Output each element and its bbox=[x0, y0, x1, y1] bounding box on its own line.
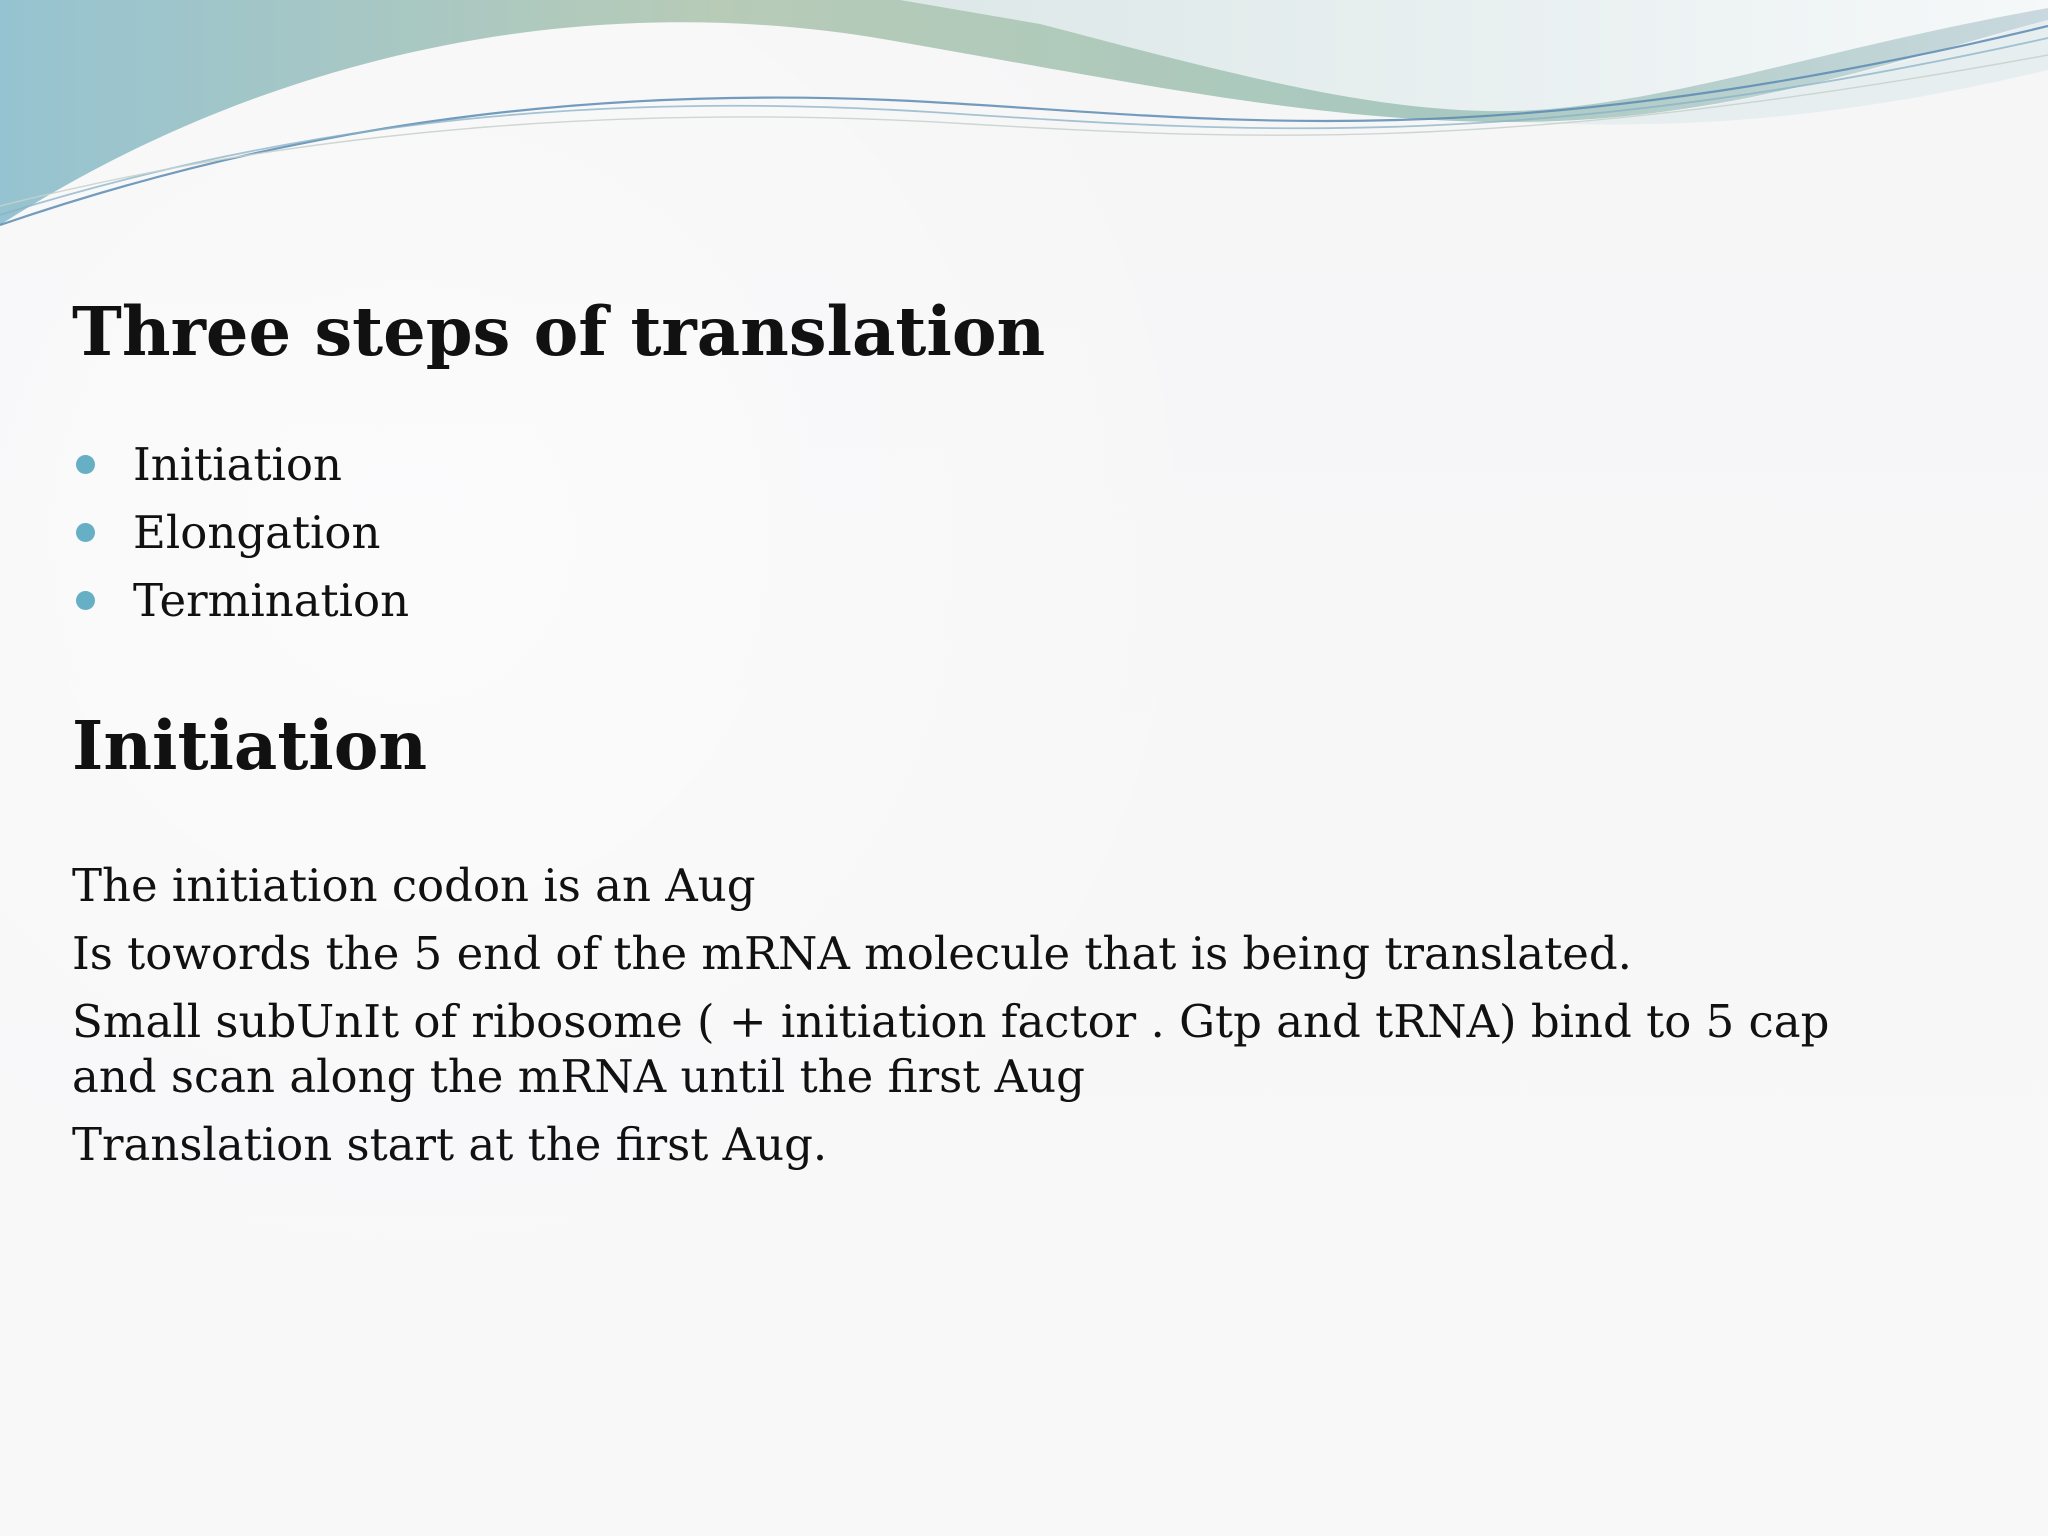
list-item-label: Initiation bbox=[133, 437, 343, 491]
body-line: Translation start at the first Aug. bbox=[72, 1118, 828, 1171]
translation-steps-list bbox=[72, 430, 972, 634]
bullet-dot-icon bbox=[76, 591, 95, 610]
bullet-dot-icon bbox=[76, 523, 95, 542]
list-item bbox=[72, 566, 972, 634]
body-line: Small subUnIt of ribosome ( + initiation factor . Gtp and tRNA) bind to 5 cap and scan along the mRNA until the first Aug bbox=[72, 995, 1830, 1103]
body-line: Is towords the 5 end of the mRNA molecule that is being translated. bbox=[72, 927, 1632, 980]
list-item-label: Termination bbox=[133, 573, 410, 627]
initiation-description bbox=[72, 858, 1912, 1172]
slide-title: Three steps of translation bbox=[72, 292, 1046, 371]
list-item bbox=[72, 430, 972, 498]
bullet-dot-icon bbox=[76, 455, 95, 474]
section-heading: Initiation bbox=[72, 706, 428, 785]
decorative-wave-header bbox=[0, 0, 2048, 240]
body-line: The initiation codon is an Aug bbox=[72, 859, 756, 912]
list-item-label: Elongation bbox=[133, 505, 381, 559]
list-item bbox=[72, 498, 972, 566]
